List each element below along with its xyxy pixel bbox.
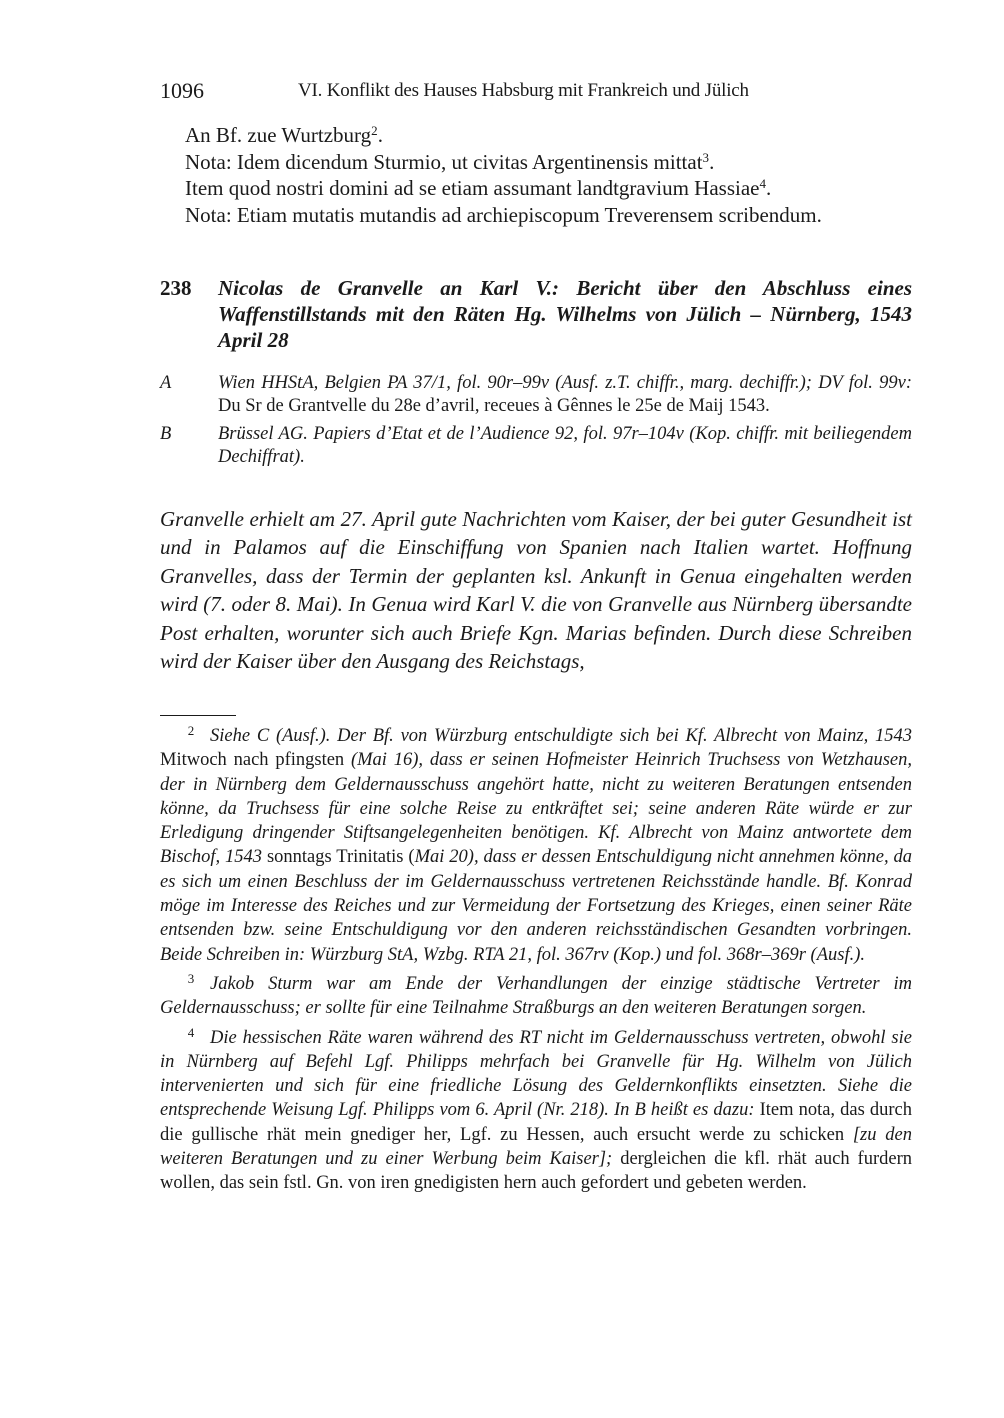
note-line: An Bf. zue Wurtzburg$^2$.: [185, 122, 383, 147]
document-heading: [160, 275, 912, 353]
source-list: [160, 372, 912, 474]
chapter-title: VI. Konflikt des Hauses Habsburg mit Frankreich und Jülich: [298, 80, 749, 101]
document-title: Nicolas de Granvelle an Karl V.: Bericht über den Abschluss eines Waffenstillstands mit den Räten Hg. Wilhelms von Jülich – Nürnberg, 1543 April 28: [218, 276, 912, 352]
footnote-divider: [160, 715, 236, 716]
running-head: [160, 78, 910, 106]
source-siglum: B: [160, 424, 172, 444]
footnote: 4 Die hessischen Räte waren während des RT nicht im Geldernausschuss vertreten, obwohl sie in Nürnberg auf Befehl Lgf. Philipps mehrfach bei Granvelle für Hg. Wilhelm von Jülich intervenierten und sich für eine friedliche Lösung des Geldernkonflikts einsetzten. Siehe die entsprechende Weisung Lgf. Philipps vom 6. April (Nr. 218). In B heißt es dazu: Item nota, das durch die gullische rhät mein gnediger her, Lgf. zu Hessen, auch ersucht werde zu schicken [zu den weiteren Beratungen und zu einer Werbung beim Kaiser]; dergleichen die kfl. rhät auch furdern wollen, das sein fstl. Gn. von iren gnedigisten hern auch gefordert und gebeten werden.: [160, 1021, 912, 1196]
footnote-ref[interactable]: 2: [371, 122, 378, 138]
note-line: Nota: Etiam mutatis mutandis ad archiepiscopum Treverensem scribendum.: [185, 202, 822, 227]
footnote-ref[interactable]: 4: [759, 175, 766, 191]
footnote: 2 Siehe C (Ausf.). Der Bf. von Würzburg entschuldigte sich bei Kf. Albrecht von Mainz, 1543 Mitwoch nach pfingsten (Mai 16), dass er seinen Hofmeister Heinrich Truchsess von Wetzhausen, der in Nürnberg dem Geldernausschuss angehört hatte, nicht zu weiteren Beratungen entsenden könne, da Truchsess für eine solche Reise zu entkräftet sei; seine anderen Räte würde er zur Erledigung dringender Stiftsangelegenheiten benötigen. Kf. Albrecht von Mainz antwortete dem Bischof, 1543 sonntags Trinitatis (Mai 20), dass er dessen Entschuldigung nicht annehmen könne, da es sich um einen Beschluss der im Geldernausschuss vertretenen Reichsstände handle. Bf. Konrad möge im Interesse des Reiches und zur Vermeidung der Fortsetzung des Krieges, einen seiner Räte entsenden bzw. seine Entschuldigung vor den anderen reichsständischen Gesandten vorbringen. Beide Schreiben in: Würzburg StA, Wzbg. RTA 21, fol. 367rv (Kop.) und fol. 368r–369r (Ausf.).: [160, 719, 912, 967]
footnote-number: 2: [187, 723, 195, 738]
footnote: 3 Jakob Sturm war am Ende der Verhandlungen der einzige städtische Vertreter im Geldernausschuss; er sollte für eine Teilnahme Straßburgs an den weiteren Beratungen sorgen.: [160, 967, 912, 1021]
source-entry: A Wien HHStA, Belgien PA 37/1, fol. 90r–99v (Ausf. z.T. chiffr., marg. dechiffr.); DV fol. 99v: Du Sr de Grantvelle du 28e d’avril, receues à Gênnes le 25e de Maij 1543.: [160, 373, 912, 416]
note-line: Item quod nostri domini ad se etiam assumant landtgravium Hassiae$^4$.: [185, 175, 772, 200]
footnotes: [160, 719, 912, 1196]
source-entry: B Brüssel AG. Papiers d’Etat et de l’Audience 92, fol. 97r–104v (Kop. chiffr. mit beiliegendem Dechiffrat).: [160, 424, 912, 467]
latin-notes: [185, 122, 915, 228]
footnote-ref[interactable]: 3: [702, 149, 710, 165]
footnote-number: 3: [187, 970, 195, 986]
page-number: 1096: [160, 78, 204, 103]
document-summary: Granvelle erhielt am 27. April gute Nachrichten vom Kaiser, der bei guter Gesundheit ist und in Palamos auf die Einschiffung von Spanien nach Italien wartet. Hoffnung Granvelles, dass der Termin der geplanten ksl. Ankunft in Genua eingehalten werden wird (7. oder 8. Mai). In Genua wird Karl V. die von Granvelle aus Nürnberg übersandte Post erhalten, worunter sich auch Briefe Kgn. Marias befinden. Durch diese Schreiben wird der Kaiser über den Ausgang des Reichstags,: [160, 507, 912, 674]
source-siglum: A: [160, 373, 172, 393]
footnote-number: 4: [187, 1024, 195, 1040]
document-number: 238: [160, 276, 192, 300]
note-line: Nota: Idem dicendum Sturmio, ut civitas Argentinensis mittat$^3$.: [185, 149, 715, 174]
